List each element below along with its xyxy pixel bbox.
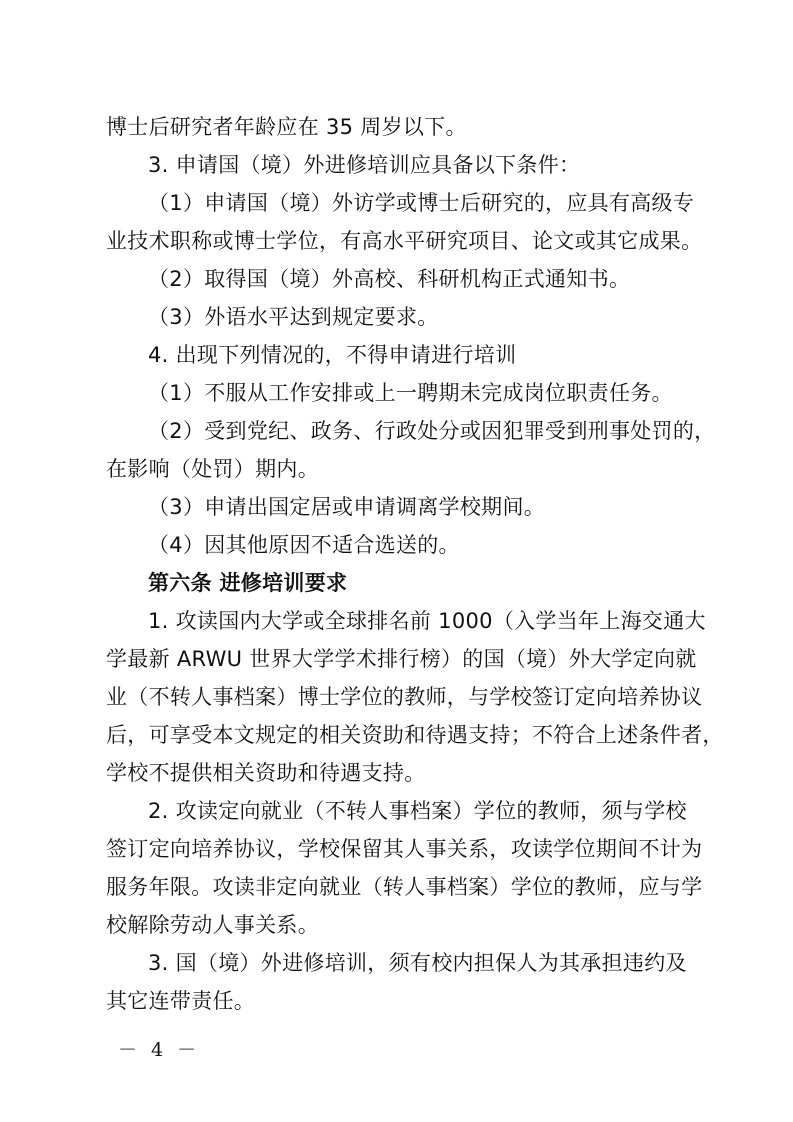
paragraph-line: （1）申请国（境）外访学或博士后研究的，应具有高级专 bbox=[148, 191, 695, 215]
paragraph-line: 2. 攻读定向就业（不转人事档案）学位的教师，须与学校 bbox=[148, 799, 687, 823]
section-heading: 第六条 进修培训要求 bbox=[148, 571, 348, 595]
paragraph-line: 4. 出现下列情况的，不得申请进行培训 bbox=[148, 343, 517, 367]
paragraph-line: 校解除劳动人事关系。 bbox=[106, 913, 319, 937]
paragraph-line: （3）外语水平达到规定要求。 bbox=[148, 305, 439, 329]
paragraph-line: （2）取得国（境）外高校、科研机构正式通知书。 bbox=[148, 267, 631, 291]
paragraph-line: 在影响（处罚）期内。 bbox=[106, 457, 319, 481]
paragraph-line: （2）受到党纪、政务、行政处分或因犯罪受到刑事处罚的， bbox=[148, 419, 716, 443]
paragraph-line: 后，可享受本文规定的相关资助和待遇支持；不符合上述条件者， bbox=[106, 723, 724, 747]
paragraph-line: 3. 国（境）外进修培训，须有校内担保人为其承担违约及 bbox=[148, 951, 687, 975]
paragraph-line: （3）申请出国定居或申请调离学校期间。 bbox=[148, 495, 546, 519]
paragraph-line: 博士后研究者年龄应在 35 周岁以下。 bbox=[106, 115, 467, 139]
paragraph-line: 服务年限。攻读非定向就业（转人事档案）学位的教师，应与学 bbox=[106, 875, 703, 899]
paragraph-line: 签订定向培养协议，学校保留其人事关系，攻读学位期间不计为 bbox=[106, 837, 703, 861]
paragraph-line: 1. 攻读国内大学或全球排名前 1000（入学当年上海交通大 bbox=[148, 609, 706, 633]
paragraph-line: 业技术职称或博士学位，有高水平研究项目、论文或其它成果。 bbox=[106, 229, 703, 253]
paragraph-line: （4）因其他原因不适合选送的。 bbox=[148, 533, 460, 557]
paragraph-line: （1）不服从工作安排或上一聘期未完成岗位职责任务。 bbox=[148, 381, 673, 405]
paragraph-line: 学最新 ARWU 世界大学学术排行榜）的国（境）外大学定向就 bbox=[106, 647, 697, 671]
page-number: － 4 － bbox=[118, 1039, 201, 1061]
paragraph-line: 其它连带责任。 bbox=[106, 989, 256, 1013]
paragraph-line: 3. 申请国（境）外进修培训应具备以下条件： bbox=[148, 153, 581, 177]
paragraph-line: 业（不转人事档案）博士学位的教师，与学校签订定向培养协议 bbox=[106, 685, 703, 709]
paragraph-line: 学校不提供相关资助和待遇支持。 bbox=[106, 761, 426, 785]
